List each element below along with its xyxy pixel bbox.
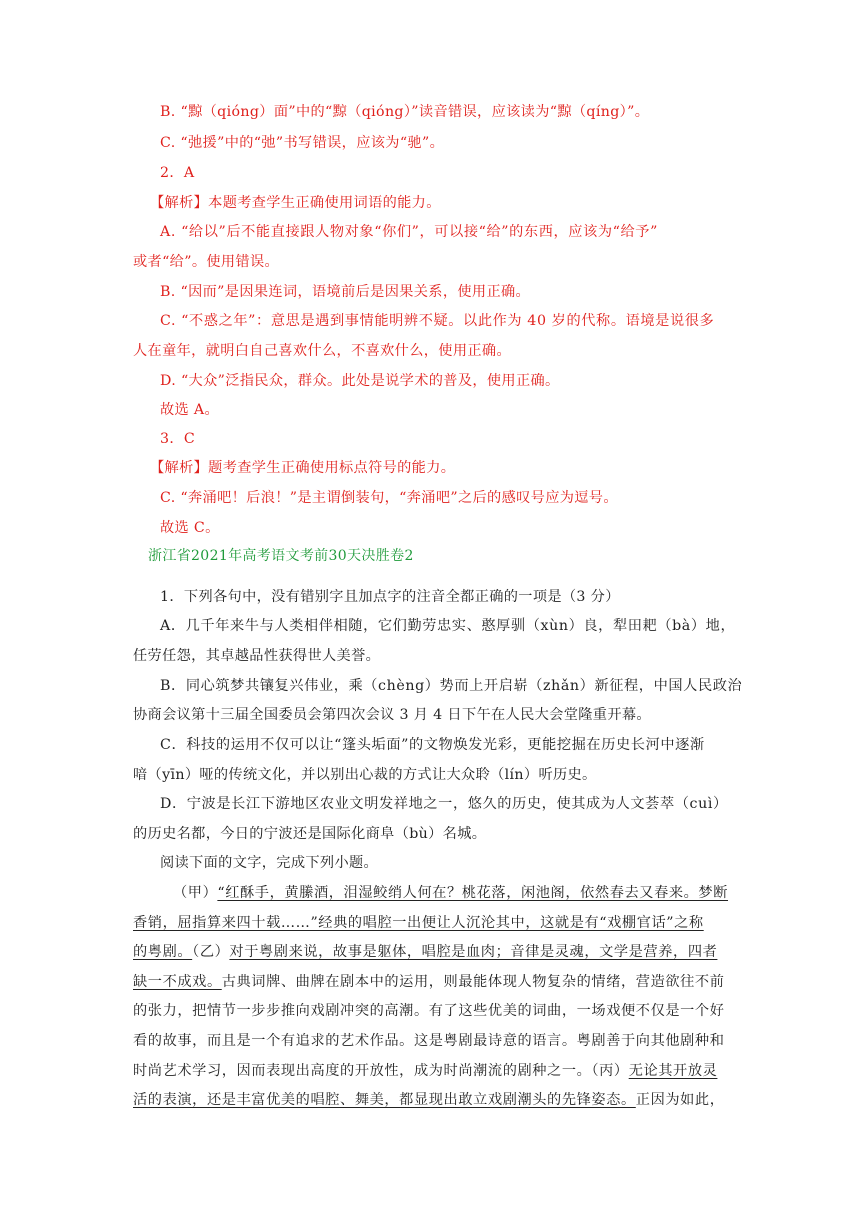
q2-option-c-line2: 人在童年，就明白自己喜欢什么，不喜欢什么，使用正确。 xyxy=(133,343,511,359)
question1-option-b-line2: 协商会议第十三届全国委员会第四次会议 3 月 4 日下午在人民大会堂隆重开幕。 xyxy=(133,707,651,723)
marker-bing: （丙） xyxy=(591,1063,629,1079)
underlined-passage-jia-1: “红酥手，黄縢酒，泪湿鲛绡人何在？桃花落，闲池阁，依然春去又春来。梦断 xyxy=(217,885,729,901)
question1-stem: 1．下列各句中，没有错别字且加点字的注音全都正确的一项是（3 分） xyxy=(160,589,620,605)
reading-text-8: 正因为如此， xyxy=(635,1092,725,1108)
underlined-passage-bing-2: 活的表演，还是丰富优美的唱腔、舞美，都显现出敢立戏剧潮头的先锋姿态。 xyxy=(133,1092,636,1108)
reading-line-4 xyxy=(133,972,733,992)
reading-line-5: 的张力，把情节一步步推向戏剧冲突的高潮。有了这些优美的词曲，一场戏便不仅是一个好 xyxy=(133,1003,725,1019)
q2-option-a-line1: A. “给以”后不能直接跟人物对象“你们”，可以接“给”的东西，应该为“给予” xyxy=(160,224,658,240)
question1-option-b-line1: B．同心筑梦共镶复兴伟业，乘（chèng）势而上开启崭（zhǎn）新征程，中国人民政治 xyxy=(160,678,743,694)
question1-option-d-line1: D．宁波是长江下游地区农业文明发祥地之一，悠久的历史，使其成为人文荟萃（cuì） xyxy=(160,796,728,812)
q3-conclusion: 故选 C。 xyxy=(160,520,220,536)
prev-answer-line-c: C. “弛援”中的“弛”书写错误，应该为“驰”。 xyxy=(160,135,445,151)
q3-analysis: 【解析】题考查学生正确使用标点符号的能力。 xyxy=(150,460,456,476)
q3-answer: 3．C xyxy=(160,431,196,447)
reading-instruction: 阅读下面的文字，完成下列小题。 xyxy=(160,855,379,871)
prev-answer-line-b: B. “黥（qióng）面”中的“黥（qióng）”读音错误，应该读为“黥（qíng）”。 xyxy=(160,104,650,120)
question1-option-c-line1: C．科技的运用不仅可以让“篷头垢面”的文物焕发光彩，更能挖掘在历史长河中逐渐 xyxy=(160,737,705,753)
underlined-passage-yi-1: 对于粤剧来说，故事是躯体，唱腔是血肉；音律是灵魂，文学是营养，四者 xyxy=(229,944,718,960)
q2-conclusion: 故选 A。 xyxy=(160,402,220,418)
reading-line-3 xyxy=(133,942,733,962)
marker-yi: （乙） xyxy=(192,944,230,960)
reading-line-6: 看的故事，而且是一个有追求的艺术作品。这是粤剧最诗意的语言。粤剧善于向其他剧种和 xyxy=(133,1033,725,1049)
underlined-passage-jia-3: 的粤剧。 xyxy=(133,944,193,960)
q2-option-b: B. “因而”是因果连词，语境前后是因果关系，使用正确。 xyxy=(160,284,531,300)
reading-line-1 xyxy=(173,883,773,903)
reading-text-7: 时尚艺术学习，因而表现出高度的开放性，成为时尚潮流的剧种之一。 xyxy=(133,1063,592,1079)
reading-line-7 xyxy=(133,1061,733,1081)
question1-option-d-line2: 的历史名都，今日的宁波还是国际化商阜（bù）名城。 xyxy=(133,826,487,842)
q2-option-a-line2: 或者“给”。使用错误。 xyxy=(133,254,280,270)
q2-answer: 2．A xyxy=(160,165,195,181)
reading-line-2 xyxy=(133,913,733,933)
q2-option-c-line1: C. “不惑之年”：意思是遇到事情能明辨不疑。以此作为 40 岁的代称。语境是说很多 xyxy=(160,313,715,329)
q3-option-c: C. “奔涌吧！后浪！”是主谓倒装句，“奔涌吧”之后的感叹号应为逗号。 xyxy=(160,490,618,506)
reading-line-8 xyxy=(133,1090,733,1110)
underlined-passage-jia-2: 香销，屈指算来四十载……”经典的唱腔一出便让人沉沦其中，这就是有“戏棚官话”之称 xyxy=(133,915,704,931)
question1-option-c-line2: 喑（yīn）哑的传统文化，并以别出心裁的方式让大众聆（lín）听历史。 xyxy=(133,767,597,783)
underlined-passage-bing-1: 无论其开放灵 xyxy=(628,1063,718,1079)
underlined-passage-yi-2: 缺一不成戏。 xyxy=(133,974,222,990)
question1-option-a-line2: 任劳任怨，其卓越品性获得世人美誉。 xyxy=(133,648,381,664)
section-title: 浙江省2021年高考语文考前30天决胜卷2 xyxy=(148,548,414,564)
question1-option-a-line1: A．几千年来牛与人类相伴相随，它们勤劳忠实、憨厚驯（xùn）良，犁田耙（bà）地， xyxy=(160,618,736,634)
reading-text-4: 古典词牌、曲牌在剧本中的运用，则最能体现人物复杂的情绪，营造欲往不前 xyxy=(221,974,725,990)
q2-option-d: D. “大众”泛指民众，群众。此处是说学术的普及，使用正确。 xyxy=(160,373,560,389)
marker-jia: （甲） xyxy=(173,885,218,901)
q2-analysis: 【解析】本题考查学生正确使用词语的能力。 xyxy=(150,195,441,211)
